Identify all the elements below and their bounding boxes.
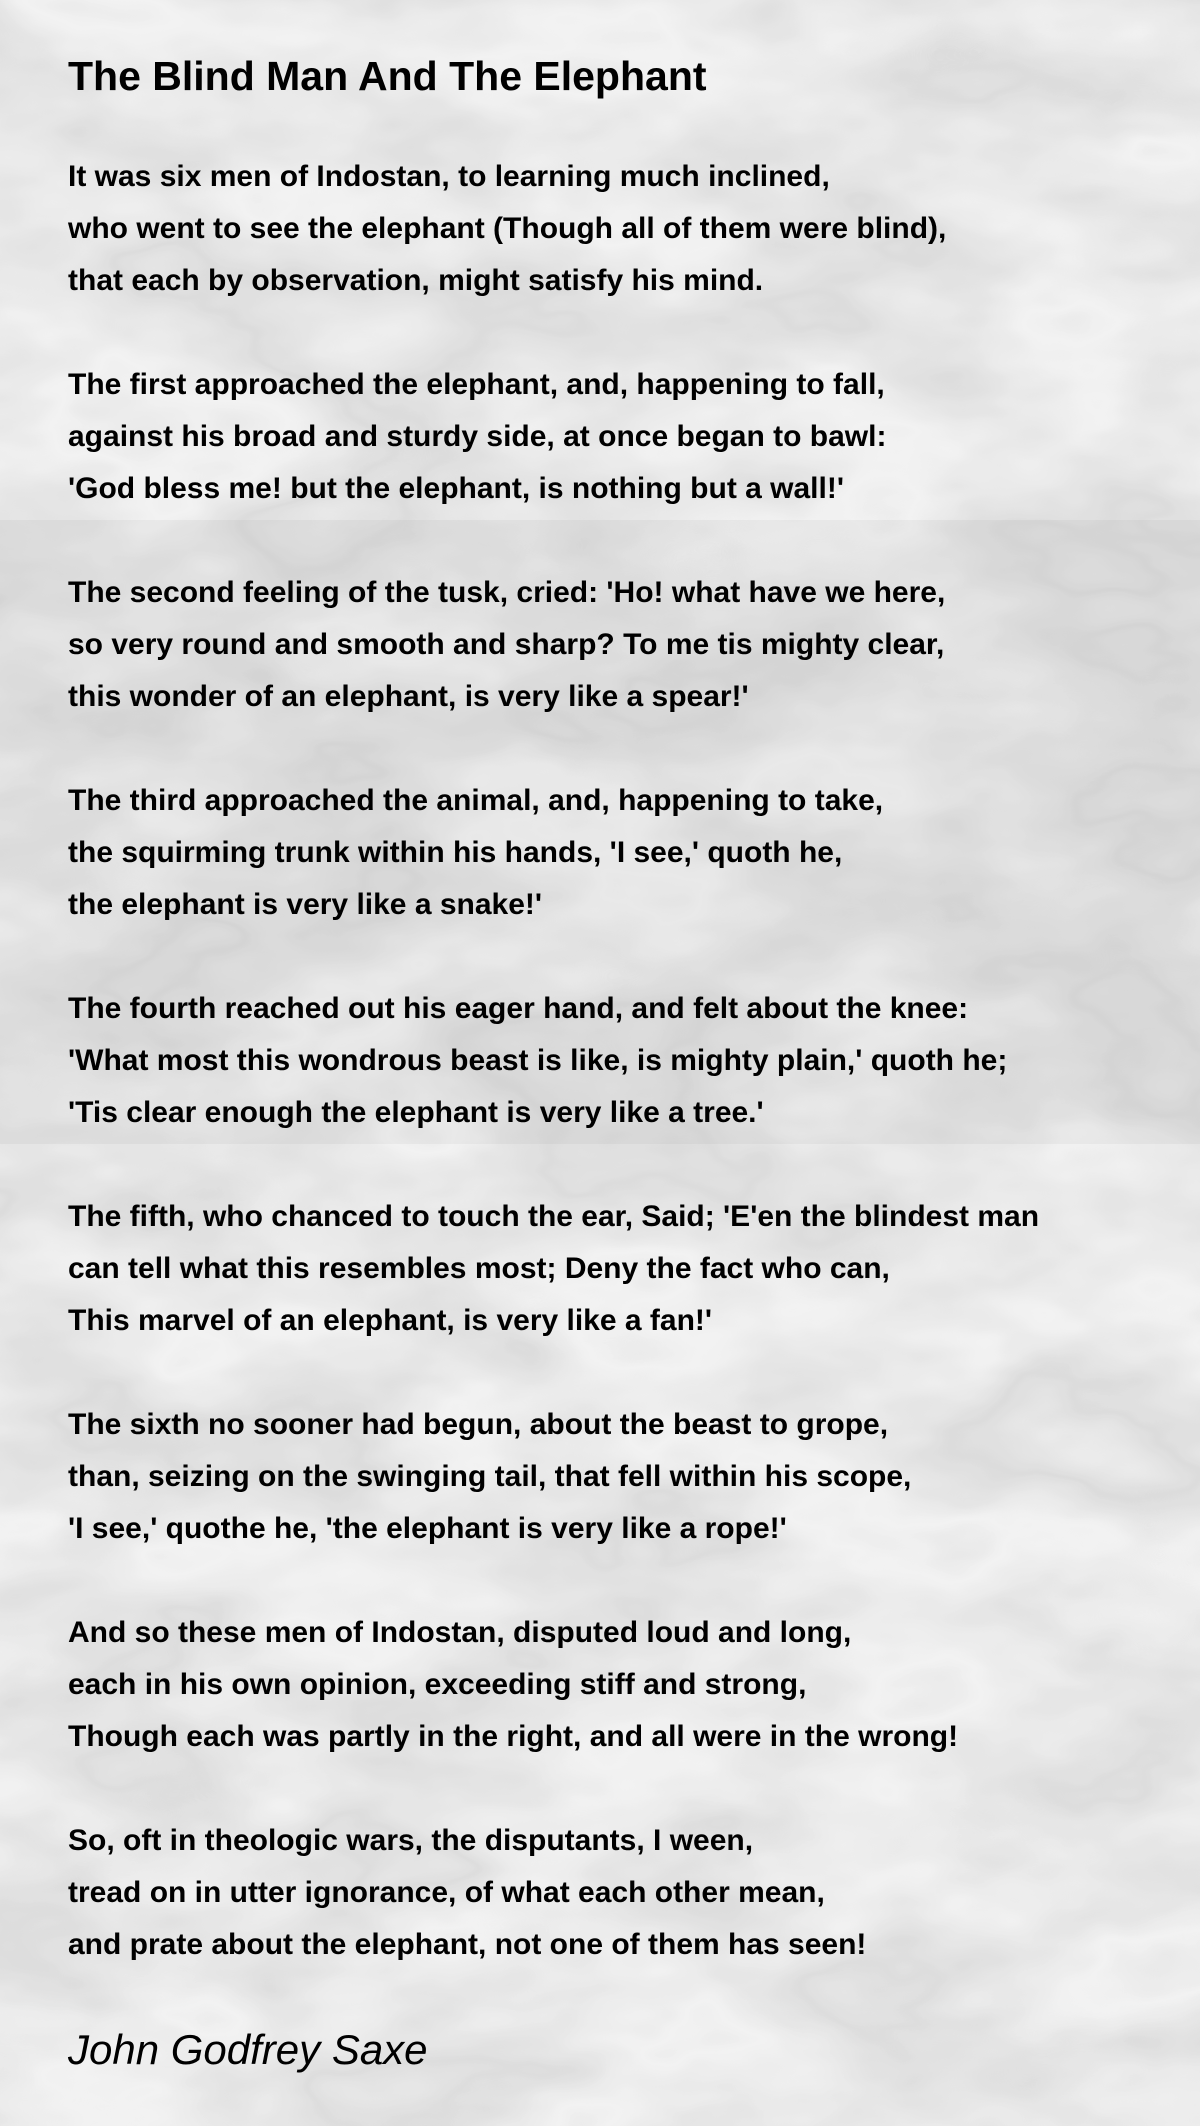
poem-line: the elephant is very like a snake!' xyxy=(68,888,543,921)
poem-line: The first approached the elephant, and, happening to fall, xyxy=(68,368,885,401)
poem-line: that each by observation, might satisfy his mind. xyxy=(68,264,764,297)
poem-line: can tell what this resembles most; Deny the fact who can, xyxy=(68,1252,890,1285)
poem-line: The third approached the animal, and, happening to take, xyxy=(68,784,884,817)
poem-line: each in his own opinion, exceeding stiff and strong, xyxy=(68,1668,807,1701)
poem-title: The Blind Man And The Elephant xyxy=(68,53,707,99)
poem-line: this wonder of an elephant, is very like a spear!' xyxy=(68,680,749,713)
poem-line: And so these men of Indostan, disputed loud and long, xyxy=(68,1616,852,1649)
poem-line: tread on in utter ignorance, of what each other mean, xyxy=(68,1876,825,1909)
stanza xyxy=(68,1399,1178,1555)
stanza xyxy=(68,1607,1178,1763)
stanza xyxy=(68,567,1178,723)
poem-line: The sixth no sooner had begun, about the beast to grope, xyxy=(68,1408,889,1441)
poem-line: against his broad and sturdy side, at once began to bawl: xyxy=(68,420,887,453)
poem-line: 'I see,' quothe he, 'the elephant is very like a rope!' xyxy=(68,1512,787,1545)
stanza xyxy=(68,151,1178,307)
poem-body xyxy=(68,151,1178,2023)
poem-line: than, seizing on the swinging tail, that fell within his scope, xyxy=(68,1460,912,1493)
stanza xyxy=(68,359,1178,515)
stanza xyxy=(68,1191,1178,1347)
poem-line: The fourth reached out his eager hand, and felt about the knee: xyxy=(68,992,969,1025)
poem-line: so very round and smooth and sharp? To me tis mighty clear, xyxy=(68,628,945,661)
poem-line: who went to see the elephant (Though all of them were blind), xyxy=(68,212,947,245)
poem-line: The fifth, who chanced to touch the ear, Said; 'E'en the blindest man xyxy=(68,1200,1040,1233)
stanza xyxy=(68,1815,1178,1971)
poem-author: John Godfrey Saxe xyxy=(68,2026,428,2073)
poem-line: This marvel of an elephant, is very like a fan!' xyxy=(68,1304,713,1337)
stanza xyxy=(68,983,1178,1139)
poem-line: 'Tis clear enough the elephant is very like a tree.' xyxy=(68,1096,764,1129)
poem-line: 'God bless me! but the elephant, is nothing but a wall!' xyxy=(68,472,844,505)
poem-line: 'What most this wondrous beast is like, is mighty plain,' quoth he; xyxy=(68,1044,1008,1077)
poem-line: The second feeling of the tusk, cried: 'Ho! what have we here, xyxy=(68,576,946,609)
poem-line: the squirming trunk within his hands, 'I see,' quoth he, xyxy=(68,836,843,869)
poem-line: It was six men of Indostan, to learning much inclined, xyxy=(68,160,830,193)
stanza xyxy=(68,775,1178,931)
poem-line: So, oft in theologic wars, the disputants, I ween, xyxy=(68,1824,754,1857)
poem-line: and prate about the elephant, not one of them has seen! xyxy=(68,1928,867,1961)
poem-line: Though each was partly in the right, and all were in the wrong! xyxy=(68,1720,959,1753)
